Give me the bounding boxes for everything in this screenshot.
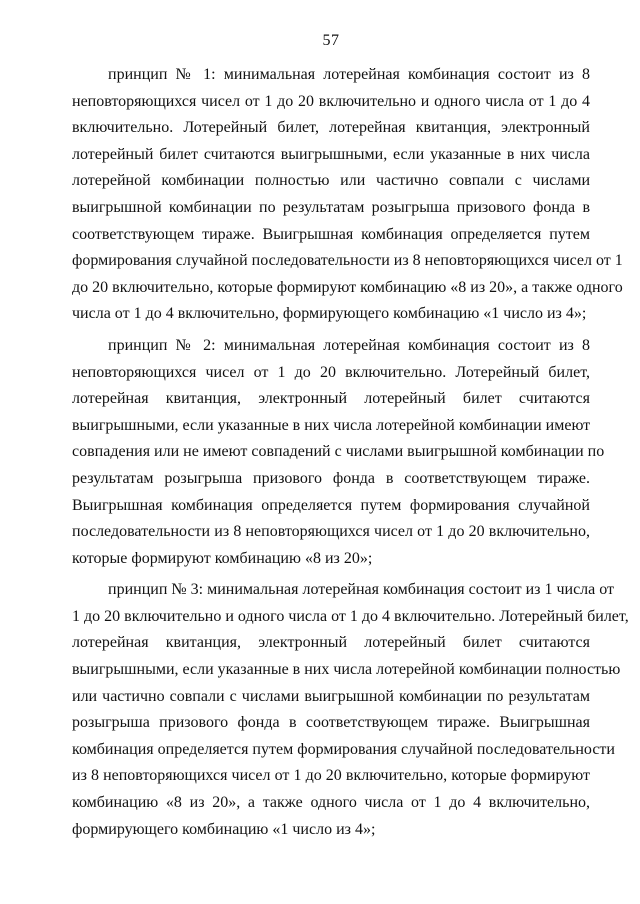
text-line: включительно. Лотерейный билет, лотерейная квитанция, электронный [72,119,590,137]
text-line: последовательности из 8 неповторяющихся чисел от 1 до 20 включительно, [72,523,590,541]
text-line: неповторяющихся чисел от 1 до 20 включительно и одного числа от 1 до 4 [72,92,590,110]
page-number: 57 [322,32,340,49]
text-line: формирования случайной последовательности из 8 неповторяющихся чисел от 1 [72,252,623,270]
text-line: выигрышными, если указанные в них числа лотерейной комбинации имеют [72,416,591,434]
paragraph-principle-3 [72,577,629,843]
text-line: из 8 неповторяющихся чисел от 1 до 20 включительно, которые формируют [72,767,590,785]
paragraph-principle-2 [72,333,605,572]
document-body [72,62,629,843]
text-line: принцип № 2: минимальная лотерейная комбинация состоит из 8 [108,336,590,354]
text-line: неповторяющихся чисел от 1 до 20 включительно. Лотерейный билет, [72,363,590,381]
text-line: совпадения или не имеют совпадений с числами выигрышной комбинации по [72,443,605,461]
text-line: розыгрыша призового фонда в соответствующем тираже. Выигрышная [72,714,590,732]
paragraph-principle-1 [72,62,623,328]
text-line: до 20 включительно, которые формируют комбинацию «8 из 20», а также одного [72,278,623,296]
text-line: выигрышными, если указанные в них числа лотерейной комбинации полностью [72,661,621,679]
text-line: результатам розыгрыша призового фонда в соответствующем тираже. [72,469,590,487]
text-line: Выигрышная комбинация определяется путем формирования случайной [72,496,590,514]
text-line: соответствующем тираже. Выигрышная комбинация определяется путем [72,225,590,243]
text-line: комбинацию «8 из 20», а также одного числа от 1 до 4 включительно, [72,794,590,812]
text-line: формирующего комбинацию «1 число из 4»; [72,820,376,838]
text-line: принцип № 1: минимальная лотерейная комбинация состоит из 8 [108,66,590,83]
text-line: лотерейный билет считаются выигрышными, если указанные в них числа [72,145,590,163]
text-line: или частично совпали с числами выигрышной комбинации по результатам [72,687,590,705]
text-line: которые формируют комбинацию «8 из 20»; [72,549,373,567]
text-line: 1 до 20 включительно и одного числа от 1 до 4 включительно. Лотерейный билет, [72,607,629,625]
text-line: комбинация определяется путем формирования случайной последовательности [72,740,615,758]
text-line: выигрышной комбинации по результатам розыгрыша призового фонда в [72,198,590,216]
text-line: принцип № 3: минимальная лотерейная комбинация состоит из 1 числа от [108,581,615,599]
text-line: лотерейной комбинации полностью или частично совпали с числами [72,172,590,190]
text-line: числа от 1 до 4 включительно, формирующего комбинацию «1 число из 4»; [72,305,587,323]
text-line: лотерейная квитанция, электронный лотерейный билет считаются [72,390,590,408]
text-line: лотерейная квитанция, электронный лотерейный билет считаются [72,634,590,652]
